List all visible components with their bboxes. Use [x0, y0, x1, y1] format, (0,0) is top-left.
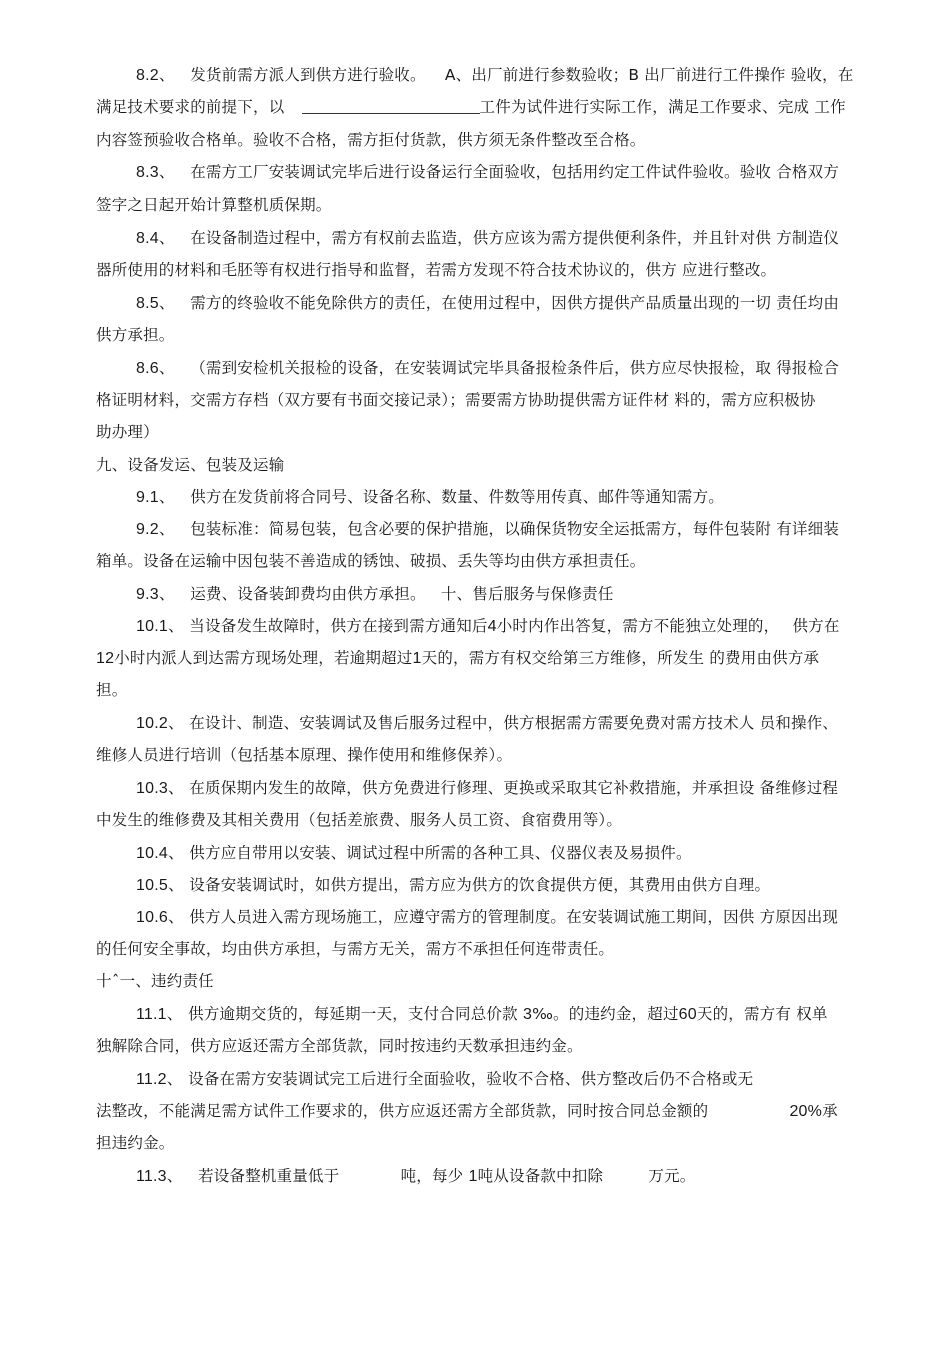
- paragraph-8-2-line-1: [96, 65, 896, 86]
- clause-number: 10.3、: [136, 780, 185, 797]
- paragraph-11-1-line-1: [96, 1004, 896, 1025]
- value-tons: 1: [468, 1168, 478, 1185]
- paragraph-8-3-line-1: [96, 162, 896, 183]
- section-heading-9: [96, 455, 896, 475]
- paragraph-11-3-line-1: [96, 1166, 896, 1187]
- clause-text: 供方逾期交货的，每延期一天，支付合同总价款: [188, 1005, 518, 1023]
- clause-text: 箱单。设备在运输中因包装不善造成的锈蚀、破损、丢失等均由供方承担责任。: [96, 552, 646, 570]
- clause-number: 10.1、: [136, 618, 185, 635]
- clause-text: 在需方工厂安装调试完毕后进行设备运行全面验收，包括用约定工件试件验收。验收 合格双方: [190, 163, 840, 181]
- paragraph-8-2-line-2: [96, 97, 896, 117]
- clause-number: 8.3、: [136, 164, 176, 181]
- clause-number: 8.5、: [136, 295, 176, 312]
- paragraph-8-4-line-1: [96, 228, 896, 249]
- clause-number: 10.2、: [136, 715, 185, 732]
- clause-number: 10.6、: [136, 909, 185, 926]
- paragraph-10-1-line-2: [96, 648, 896, 669]
- clause-number: 8.4、: [136, 230, 176, 247]
- clause-text: 独解除合同，供方应返还需方全部货款，同时按违约天数承担违约金。: [96, 1037, 583, 1055]
- blank-fill-line: [302, 97, 480, 114]
- clause-text: 法整改，不能满足需方试件工作要求的，供方应返还需方全部货款，同时按合同总金额的: [96, 1102, 709, 1120]
- paragraph-10-2-line-1: [96, 713, 896, 734]
- clause-text: 吨，每少: [400, 1167, 464, 1185]
- clause-text: 包装标准：简易包装，包含必要的保护措施，以确保货物安全运抵需方，每件包装附 有详细装: [190, 520, 840, 538]
- clause-text: 中发生的维修费及其相关费用（包括差旅费、服务人员工资、食宿费用等）。: [96, 811, 623, 829]
- paragraph-8-4-line-2: [96, 260, 896, 280]
- value-hours: 4: [487, 618, 497, 635]
- value-days: 1: [412, 650, 422, 667]
- paragraph-10-1-line-1: [96, 616, 896, 637]
- paragraph-10-5-line-1: [96, 875, 896, 896]
- clause-text: 小时内派人到达需方现场处理，若逾期超过: [114, 649, 413, 667]
- paragraph-10-2-line-2: [96, 745, 896, 765]
- value-penalty-rate: 3: [522, 1006, 533, 1023]
- paragraph-11-2-line-1: [96, 1069, 896, 1090]
- clause-text: 担。: [96, 681, 128, 699]
- section-heading-text: 十ˆ一、违约责任: [96, 972, 214, 990]
- paragraph-10-1-line-3: [96, 680, 896, 700]
- clause-text: 发货前需方派人到供方进行验收。: [190, 66, 426, 84]
- paragraph-10-3-line-1: [96, 778, 896, 799]
- clause-text: 在设计、制造、安装调试及售后服务过程中，供方根据需方需要免费对需方技术人 员和操作、: [189, 714, 839, 732]
- paragraph-10-6-line-2: [96, 939, 896, 959]
- clause-number: 8.2、: [136, 67, 176, 84]
- clause-text: 当设备发生故障时，供方在接到需方通知后: [189, 617, 488, 635]
- clause-text: 设备安装调试时，如供方提出，需方应为供方的饮食提供方便，其费用由供方自理。: [189, 876, 771, 894]
- clause-text: 天的，需方有权交给第三方维修，所发生 的费用由供方承: [421, 649, 820, 667]
- paragraph-8-2-line-3: [96, 130, 896, 150]
- clause-text: 维修人员进行培训（包括基本原理、操作使用和维修保养）。: [96, 746, 513, 764]
- paragraph-10-4-line-1: [96, 843, 896, 864]
- paragraph-8-5-line-2: [96, 325, 896, 345]
- paragraph-11-2-line-3: [96, 1133, 896, 1153]
- paragraph-11-1-line-2: [96, 1036, 896, 1056]
- section-heading-text: 九、设备发运、包装及运输: [96, 456, 285, 474]
- clause-text: 供方人员进入需方现场施工，应遵守需方的管理制度。在安装调试施工期间，因供 方原因出现: [189, 908, 839, 926]
- clause-text: 器所使用的材料和毛胚等有权进行指导和监督，若需方发现不符合技术协议的，供方 应进行整改。: [96, 261, 777, 279]
- clause-number: 9.3、: [136, 586, 176, 603]
- clause-text: 供方应自带用以安装、调试过程中所需的各种工具、仪器仪表及易损件。: [189, 844, 692, 862]
- paragraph-9-2-line-1: [96, 519, 896, 540]
- clause-text: 签字之日起开始计算整机质保期。: [96, 196, 332, 214]
- clause-number: 11.1、: [136, 1006, 183, 1023]
- clause-text: A、出厂前进行参数验收；B 出厂前进行工件操作 验收，在: [444, 66, 854, 84]
- section-heading-11: [96, 971, 896, 991]
- clause-text: 格证明材料，交需方存档（双方要有书面交接记录）；需要需方协助提供需方证件材 料的，需方应积极协: [96, 391, 816, 409]
- paragraph-8-5-line-1: [96, 293, 896, 314]
- clause-text: 工件为试件进行实际工作，满足工作要求、完成 工作: [479, 98, 846, 116]
- clause-text: 小时内作出答复，需方不能独立处理的，: [496, 617, 780, 635]
- clause-number: 9.2、: [136, 521, 176, 538]
- clause-text: 内容签预验收合格单。验收不合格，需方拒付货款，供方须无条件整改至合格。: [96, 131, 646, 149]
- clause-text: 承: [822, 1102, 838, 1120]
- clause-text: 在质保期内发生的故障，供方免费进行修理、更换或采取其它补救措施，并承担设 备维修过程: [189, 779, 839, 797]
- paragraph-9-3-line-1: [96, 584, 896, 605]
- clause-text: 担违约金。: [96, 1134, 175, 1152]
- clause-text: 满足技术要求的前提下，以: [96, 98, 285, 116]
- clause-number: 10.4、: [136, 845, 185, 862]
- clause-text: 供方在发货前将合同号、设备名称、数量、件数等用传真、邮件等通知需方。: [190, 488, 724, 506]
- value-hours: 12: [96, 650, 115, 667]
- clause-text: 天的，需方有 权单: [696, 1005, 828, 1023]
- clause-text: （需到安检机关报检的设备，在安装调试完毕具备报检条件后，供方应尽快报检，取 得报检合: [190, 359, 840, 377]
- paragraph-8-3-line-2: [96, 195, 896, 215]
- paragraph-11-2-line-2: [96, 1101, 896, 1122]
- paragraph-8-6-line-3: [96, 422, 896, 442]
- clause-text: 在设备制造过程中，需方有权前去监造，供方应该为需方提供便利条件，并且针对供 方制造仪: [190, 229, 840, 247]
- section-heading-10: 十、售后服务与保修责任: [440, 585, 614, 603]
- paragraph-10-3-line-2: [96, 810, 896, 830]
- clause-number: 11.3、: [136, 1168, 183, 1185]
- clause-text: 吨从设备款中扣除: [477, 1167, 604, 1185]
- clause-text: 需方的终验收不能免除供方的责任，在使用过程中，因供方提供产品质量出现的一切 责任均由: [190, 294, 840, 312]
- clause-text: 若设备整机重量低于: [198, 1167, 340, 1185]
- clause-text: 设备在需方安装调试完工后进行全面验收，验收不合格、供方整改后仍不合格或无: [188, 1070, 754, 1088]
- paragraph-9-1-line-1: [96, 487, 896, 508]
- clause-number: 11.2、: [136, 1071, 183, 1088]
- value-penalty-percent: 20%: [789, 1103, 823, 1120]
- clause-text: 助办理）: [96, 423, 159, 441]
- clause-text: ‰。的违约金，超过: [532, 1005, 679, 1023]
- clause-number: 8.6、: [136, 360, 176, 377]
- clause-text: 供方承担。: [96, 326, 175, 344]
- clause-text: 万元。: [648, 1167, 696, 1185]
- paragraph-9-2-line-2: [96, 551, 896, 571]
- clause-text: 的任何安全事故，均由供方承担，与需方无关，需方不承担任何连带责任。: [96, 940, 615, 958]
- paragraph-10-6-line-1: [96, 907, 896, 928]
- clause-number: 9.1、: [136, 489, 176, 506]
- paragraph-8-6-line-1: [96, 358, 896, 379]
- value-days: 60: [678, 1006, 697, 1023]
- clause-text: 供方在: [792, 617, 840, 635]
- paragraph-8-6-line-2: [96, 390, 896, 410]
- clause-number: 10.5、: [136, 877, 185, 894]
- clause-text: 运费、设备装卸费均由供方承担。: [190, 585, 426, 603]
